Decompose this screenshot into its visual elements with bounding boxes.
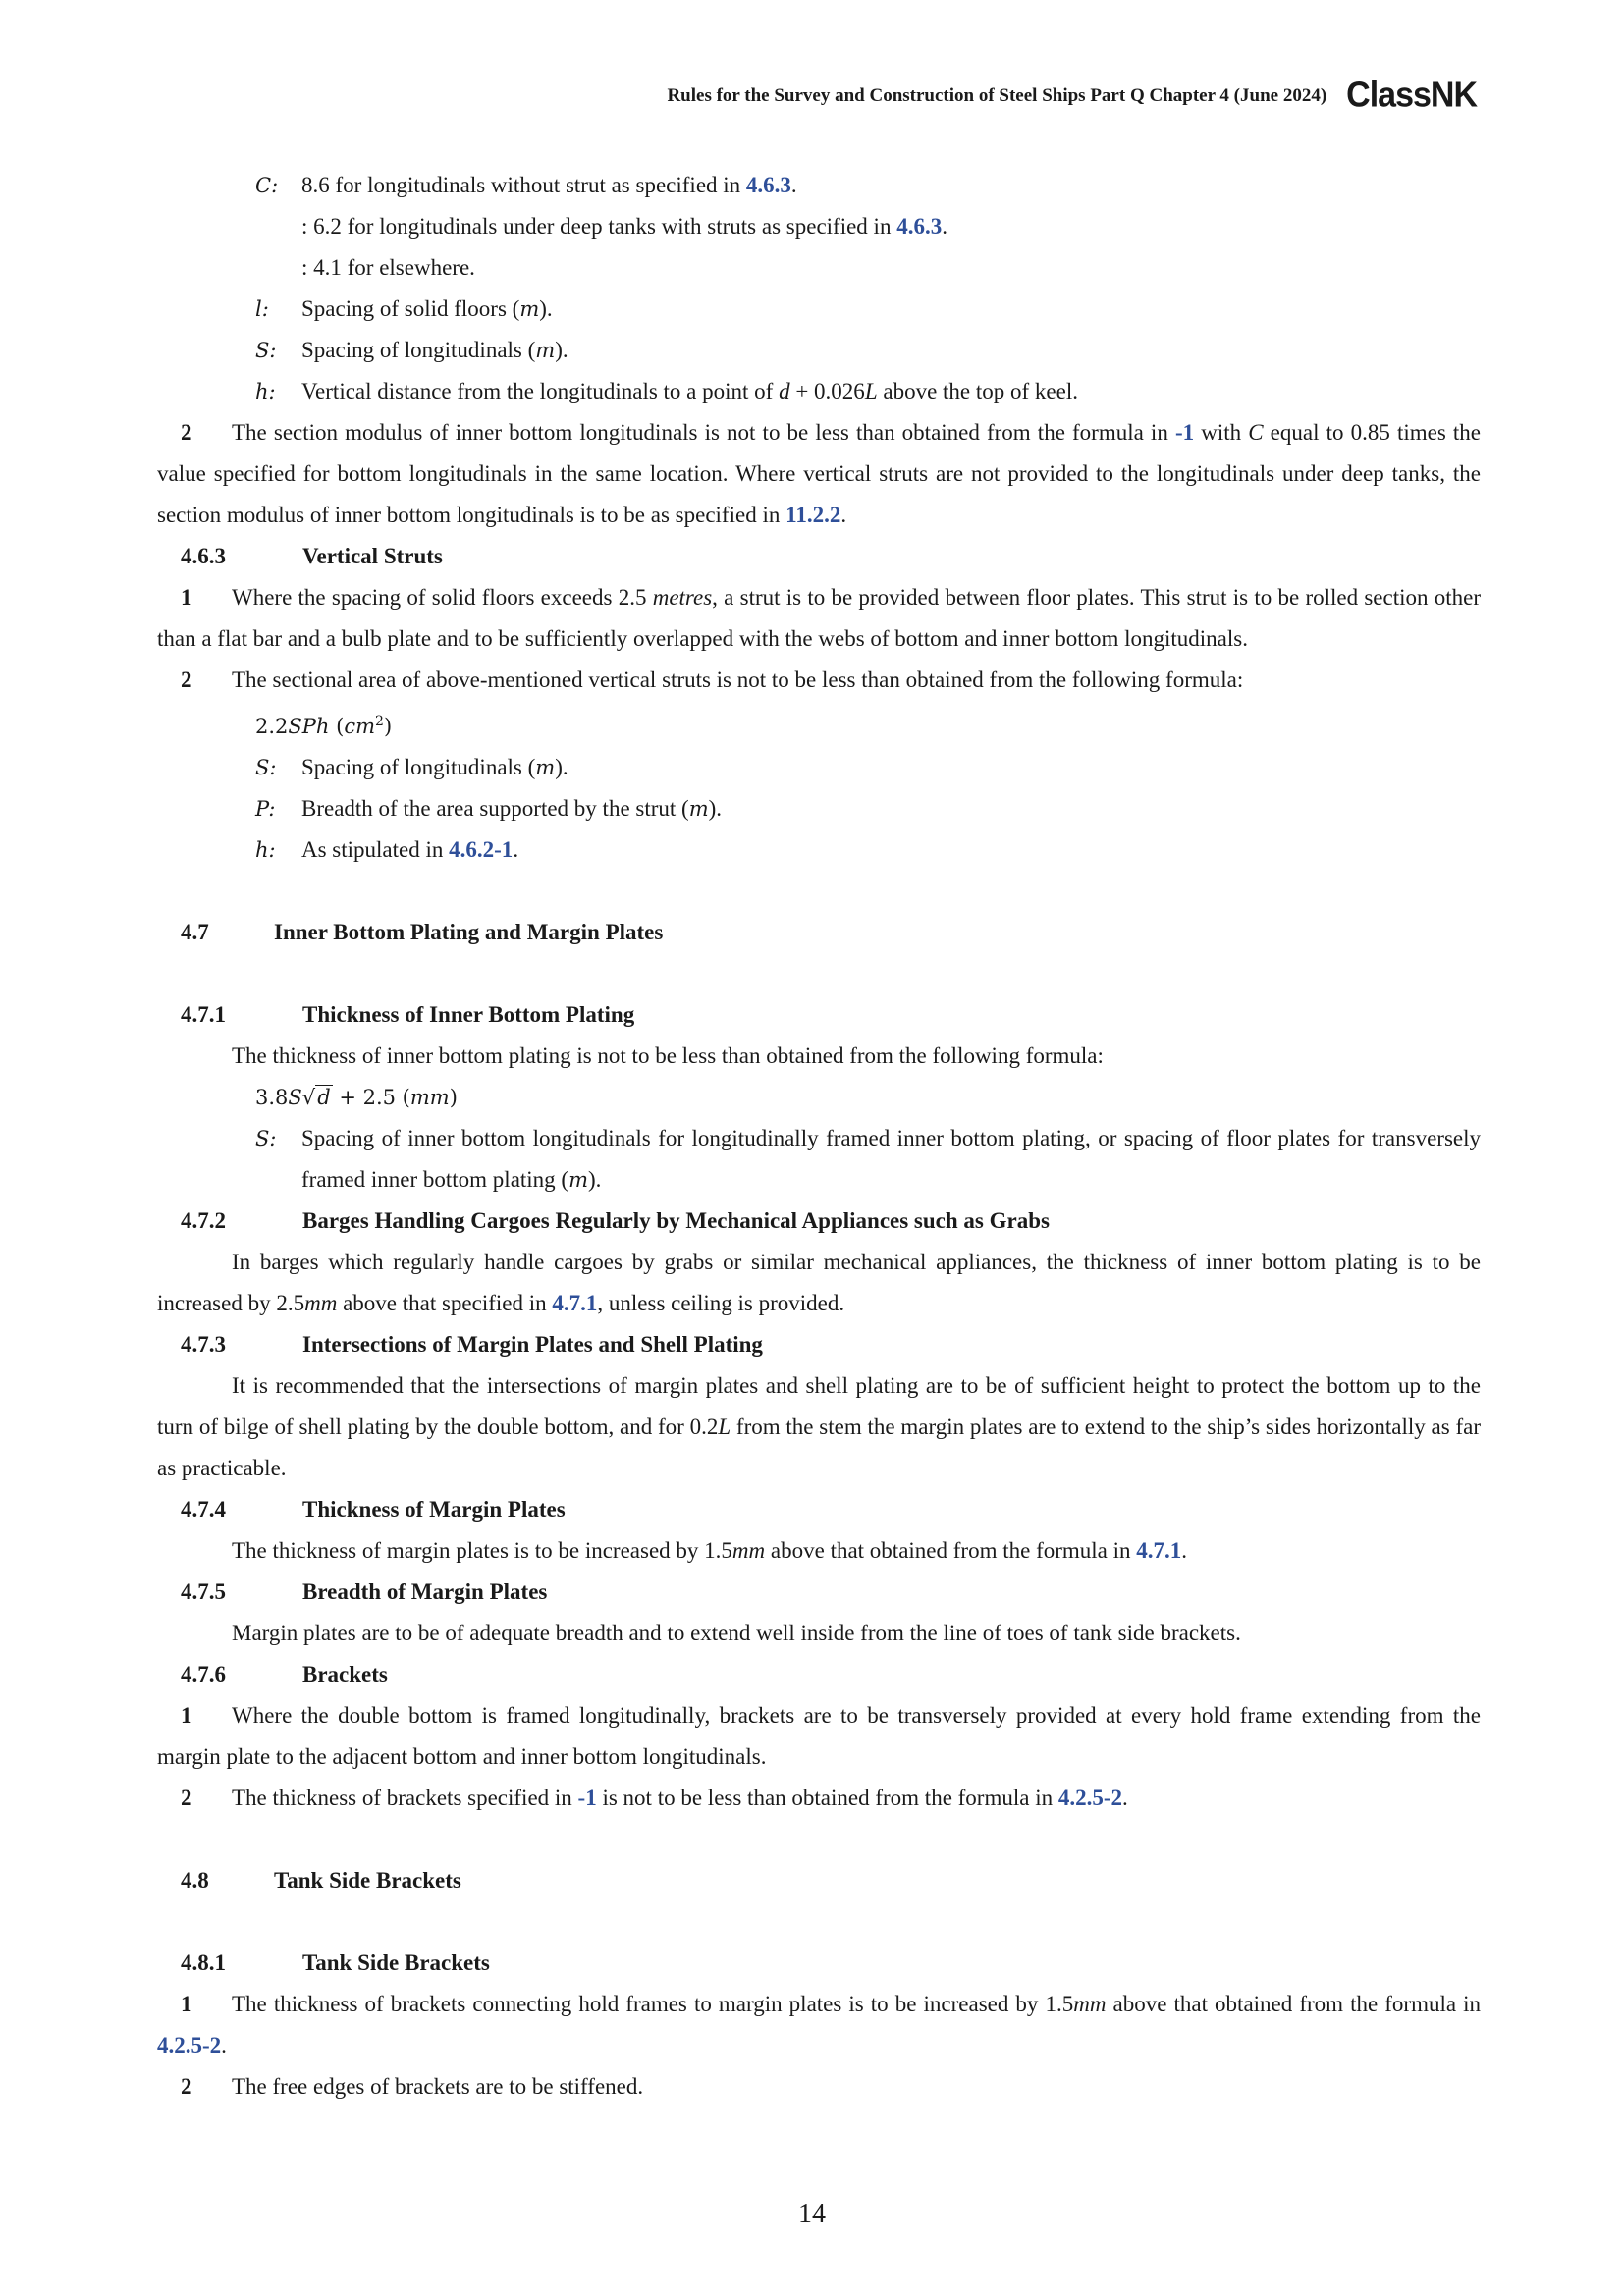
def-p: P: Breadth of the area supported by the strut (m).	[255, 796, 723, 821]
paragraph: 1 Where the double bottom is framed longitudinally, brackets are to be transversely provided at every hold frame extending from the margin plate to the adjacent bottom and inner bottom longitudinals.	[157, 1703, 1481, 1769]
def-s: S: Spacing of inner bottom longitudinals for longitudinally framed inner bottom plating, or spacing of floor plates for transversely framed inner bottom plating (m).	[255, 1126, 1481, 1192]
ref-link[interactable]: 4.6.3	[896, 214, 943, 239]
section-heading-4-8: 4.8 Tank Side Brackets	[181, 1868, 461, 1893]
section-heading-4-7-1: 4.7.1 Thickness of Inner Bottom Plating	[181, 1002, 635, 1027]
ref-link[interactable]: 11.2.2	[785, 503, 841, 527]
ref-link[interactable]: -1	[1174, 420, 1195, 445]
main-content	[157, 165, 1481, 2108]
def-h: h: As stipulated in 4.6.2-1.	[255, 837, 519, 862]
paragraph: 2 The thickness of brackets specified in -1 is not to be less than obtained from the formula in 4.2.5-2.	[181, 1786, 1128, 1810]
section-heading-4-8-1: 4.8.1 Tank Side Brackets	[181, 1950, 490, 1975]
ref-link[interactable]: 4.7.1	[552, 1291, 598, 1315]
def-c-3: : 4.1 for elsewhere.	[301, 255, 475, 280]
paragraph: 2 The free edges of brackets are to be stiffened.	[181, 2074, 644, 2099]
paragraph-2: 2 The section modulus of inner bottom longitudinals is not to be less than obtained from the formula in -1 with C equal to 0.85 times the value specified for bottom longitudinals in the same location. Where vertical struts are not provided to the longitudinals under deep tanks, the section modulus of inner bottom longitudinals is to be as specified in 11.2.2.	[157, 420, 1481, 527]
section-heading-4-7-6: 4.7.6 Brackets	[181, 1662, 388, 1686]
def-h: h: Vertical distance from the longitudinals to a point of d + 0.026L above the top of keel.	[255, 379, 1078, 403]
classnk-logo: ClassNK	[1346, 76, 1477, 115]
def-c-2: : 6.2 for longitudinals under deep tanks with struts as specified in 4.6.3.	[301, 214, 947, 239]
page-number: 14	[798, 2199, 826, 2229]
ref-link[interactable]: -1	[577, 1786, 597, 1810]
formula-strut-area: 2.2SPh $(cm^2)$	[255, 714, 393, 738]
ref-link[interactable]: 4.2.5-2	[157, 2033, 222, 2057]
section-heading-4-7-3: 4.7.3 Intersections of Margin Plates and Shell Plating	[181, 1332, 763, 1357]
section-heading-4-7: 4.7 Inner Bottom Plating and Margin Plates	[181, 920, 664, 944]
ref-link[interactable]: 4.6.3	[745, 173, 791, 197]
paragraph: 1 The thickness of brackets connecting hold frames to margin plates is to be increased by 1.5mm above that obtained from the formula in 4.2.5-2.	[157, 1992, 1482, 2057]
ref-link[interactable]: 4.6.2-1	[449, 837, 514, 862]
paragraph: The thickness of margin plates is to be increased by 1.5mm above that obtained from the formula in 4.7.1.	[232, 1538, 1188, 1563]
section-heading-4-6-3: 4.6.3 Vertical Struts	[181, 544, 443, 568]
paragraph: In barges which regularly handle cargoes by grabs or similar mechanical appliances, the thickness of inner bottom plating is to be increased by 2.5mm above that specified in 4.7.1, unless ceiling is provided.	[157, 1250, 1481, 1315]
def-s: S: Spacing of longitudinals (m).	[255, 338, 568, 362]
paragraph: The thickness of inner bottom plating is not to be less than obtained from the following formula:	[232, 1043, 1104, 1068]
header-title: Rules for the Survey and Construction of Steel Ships Part Q Chapter 4 (June 2024)	[667, 84, 1327, 106]
paragraph: Margin plates are to be of adequate breadth and to extend well inside from the line of toes of tank side brackets.	[232, 1621, 1241, 1645]
def-c: C: 8.6 for longitudinals without strut as specified in 4.6.3.	[255, 173, 797, 197]
formula-inner-bottom-thickness: 3.8S√d + 2.5 (mm)	[255, 1086, 458, 1109]
paragraph: 1 Where the spacing of solid floors exceeds 2.5 metres, a strut is to be provided between floor plates. This strut is to be rolled section other than a flat bar and a bulb plate and to be sufficiently overlapped with the webs of bottom and inner bottom longitudinals.	[157, 585, 1481, 651]
section-heading-4-7-2: 4.7.2 Barges Handling Cargoes Regularly by Mechanical Appliances such as Grabs	[181, 1208, 1050, 1233]
def-s: S: Spacing of longitudinals (m).	[255, 755, 568, 779]
paragraph: 2 The sectional area of above-mentioned vertical struts is not to be less than obtained from the following formula:	[181, 667, 1244, 692]
section-heading-4-7-4: 4.7.4 Thickness of Margin Plates	[181, 1497, 566, 1522]
paragraph: It is recommended that the intersections of margin plates and shell plating are to be of sufficient height to protect the bottom up to the turn of bilge of shell plating by the double bottom, and for 0.2L from the stem the margin plates are to extend to the ship’s sides horizontally as far as practicable.	[157, 1373, 1481, 1480]
ref-link[interactable]: 4.2.5-2	[1057, 1786, 1123, 1810]
running-header	[667, 77, 1477, 115]
section-heading-4-7-5: 4.7.5 Breadth of Margin Plates	[181, 1579, 548, 1604]
def-l: l: Spacing of solid floors (m).	[255, 296, 553, 321]
ref-link[interactable]: 4.7.1	[1136, 1538, 1182, 1563]
